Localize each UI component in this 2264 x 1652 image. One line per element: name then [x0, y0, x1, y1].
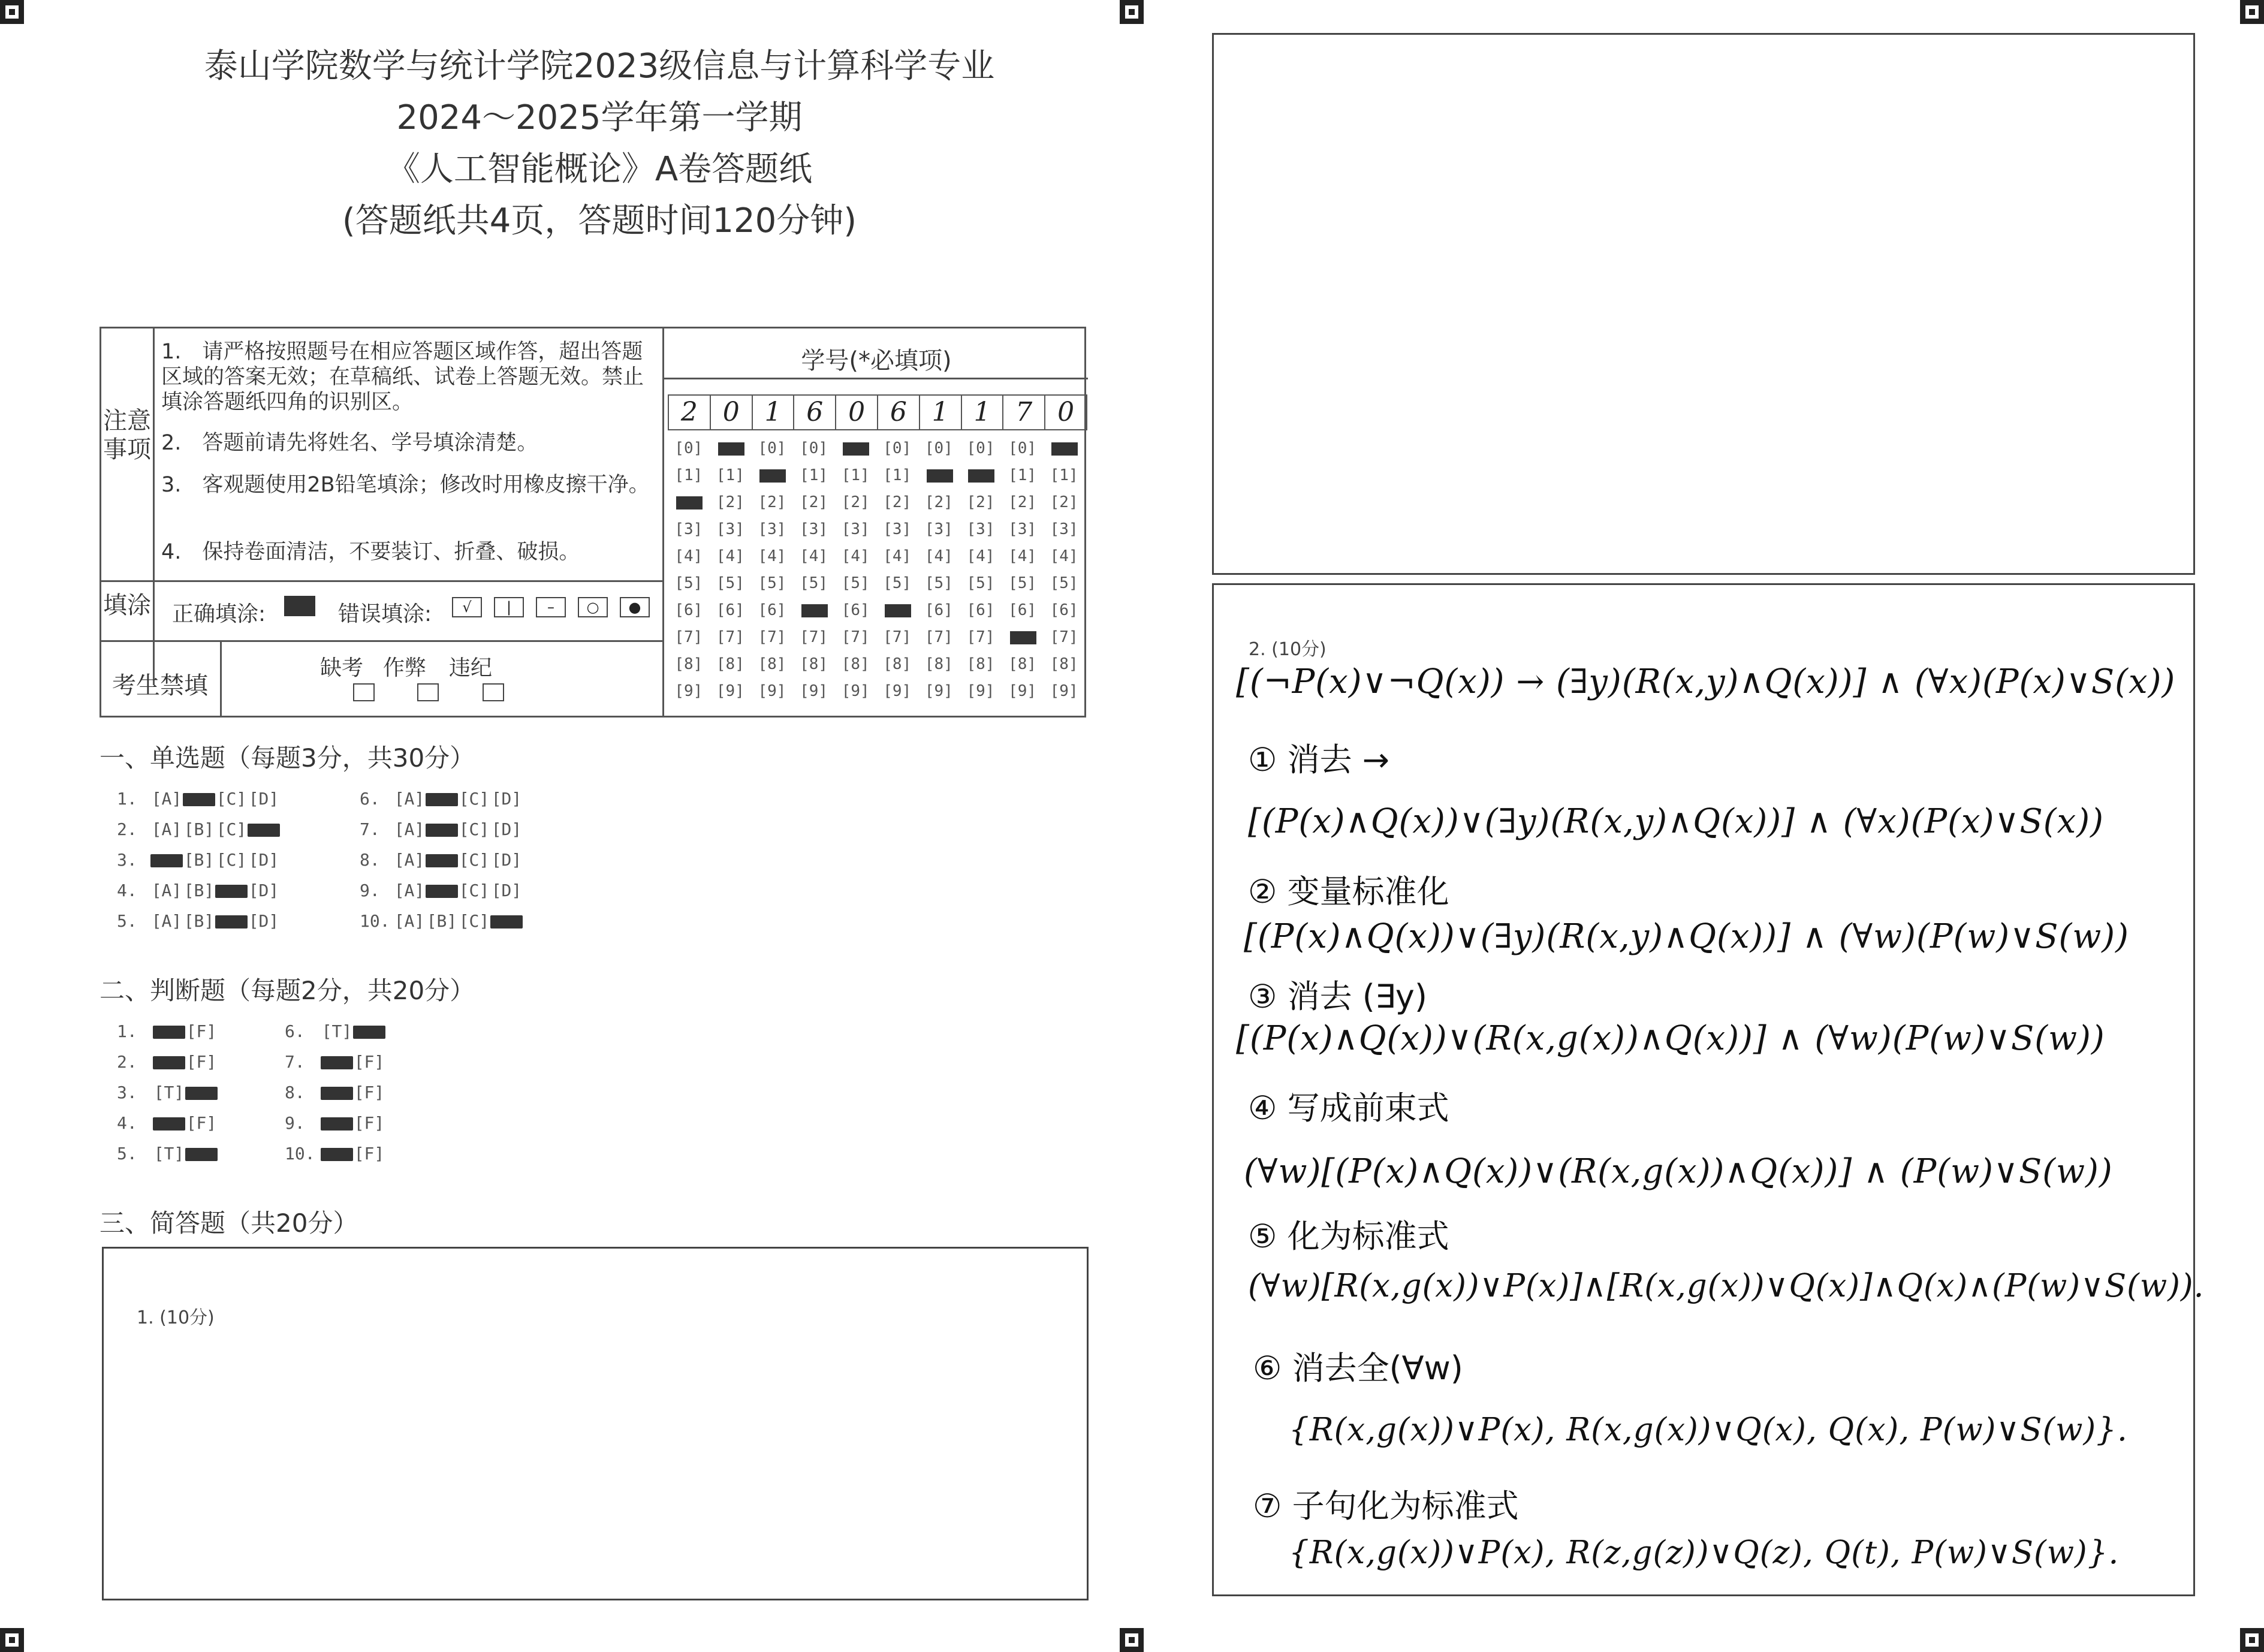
tf-option-bubble[interactable] [321, 1148, 353, 1161]
sid-bubble[interactable]: [4] [758, 547, 786, 565]
sid-bubble[interactable]: [6] [758, 601, 786, 619]
sid-bubble[interactable]: [6] [716, 601, 744, 619]
mc-option-bubble[interactable]: [A] [151, 881, 182, 900]
corner-marker-bottom-right [2240, 1628, 2264, 1652]
sid-bubble[interactable]: [9] [1008, 682, 1037, 700]
sid-bubble[interactable]: [1] [800, 466, 828, 484]
sid-bubble[interactable] [710, 435, 752, 462]
sid-bubble[interactable]: [4] [800, 547, 828, 565]
sid-bubble[interactable]: [9] [924, 682, 953, 700]
tf-option-bubble[interactable] [153, 1117, 185, 1131]
mc-option-bubble[interactable]: [D] [491, 850, 522, 870]
mc-question-number: 5. [117, 911, 137, 931]
header-school: 泰山学院数学与统计学院2023级信息与计算科学专业 [204, 47, 995, 86]
tf-option-bubble[interactable]: [F] [186, 1113, 217, 1133]
sid-bubble-row [668, 462, 1085, 489]
sid-bubble[interactable]: [1] [883, 466, 912, 484]
sid-bubble[interactable]: [6] [924, 601, 953, 619]
mc-option-bubble[interactable]: [C] [459, 850, 490, 870]
tf-question-row [117, 1021, 218, 1041]
mc-option-bubble[interactable]: [B] [183, 911, 215, 931]
tf-option-bubble[interactable]: [F] [354, 1052, 385, 1072]
mc-option-bubble[interactable] [426, 854, 458, 867]
sid-bubble[interactable]: [0] [924, 439, 953, 457]
sid-bubble[interactable]: [3] [924, 520, 953, 538]
hw-formula-step3: [(P(x)∧Q(x))∨(R(x,g(x))∧Q(x))] ∧ (∀w)(P(w)∨S(w)) [1236, 1019, 2105, 1058]
tf-option-bubble[interactable] [353, 1026, 385, 1039]
sid-bubble[interactable] [918, 462, 960, 489]
sid-bubble[interactable]: [4] [883, 547, 912, 565]
corner-marker-top-center [1120, 0, 1144, 24]
forbidden-checkbox-violation[interactable] [483, 683, 504, 701]
forbidden-option-violation: 违纪 [449, 656, 493, 680]
sid-bubble[interactable]: [9] [1050, 682, 1078, 700]
mc-option-bubble[interactable] [426, 793, 458, 806]
corner-marker-bottom-center [1120, 1628, 1144, 1652]
sid-bubble-row [668, 624, 1085, 650]
sid-bubble[interactable]: [1] [1008, 466, 1037, 484]
fill-correct-label: 正确填涂: [172, 602, 266, 626]
mc-option-bubble[interactable]: [D] [248, 911, 279, 931]
corner-marker-top-right [2240, 0, 2264, 24]
note-item-1: 1. 请严格按照题号在相应答题区域作答，超出答题区域的答案无效；在草稿纸、试卷上答题无效。禁止填涂答题纸四角的识别区。 [161, 340, 644, 414]
mc-option-bubble[interactable]: [C] [216, 819, 247, 839]
mc-option-bubble[interactable] [215, 915, 248, 929]
sid-bubble[interactable]: [5] [716, 574, 744, 592]
sid-bubble[interactable]: [5] [883, 574, 912, 592]
tf-option-bubble[interactable] [153, 1056, 185, 1069]
sid-bubble-row [668, 597, 1085, 623]
sid-bubble[interactable]: [0] [883, 439, 912, 457]
wrong-sample-2: | [494, 597, 524, 617]
mc-option-bubble[interactable] [490, 915, 523, 929]
tf-question-row [285, 1021, 385, 1041]
fill-correct-sample [284, 596, 315, 616]
sid-bubble[interactable]: [9] [800, 682, 828, 700]
sid-bubble[interactable]: [2] [716, 493, 744, 511]
sid-bubble-row [668, 570, 1085, 596]
mc-option-bubble[interactable]: [B] [183, 881, 215, 900]
wrong-sample-1: √ [452, 597, 482, 617]
tf-option-bubble[interactable] [321, 1117, 353, 1131]
tf-option-bubble[interactable] [153, 1026, 185, 1039]
tf-option-bubble[interactable]: [F] [354, 1144, 385, 1163]
mc-question-number: 4. [117, 881, 137, 900]
mc-question-row [360, 789, 523, 809]
mc-option-bubble[interactable]: [C] [459, 789, 490, 809]
sid-bubble[interactable]: [8] [716, 655, 744, 673]
tf-question-number: 10. [285, 1144, 315, 1163]
mc-question-row [360, 850, 523, 870]
wrong-sample-5: ● [620, 597, 650, 617]
sid-bubble[interactable]: [4] [966, 547, 995, 565]
sid-bubble-row [668, 435, 1085, 462]
sid-bubble[interactable]: [8] [1008, 655, 1037, 673]
mc-option-bubble[interactable]: [D] [491, 819, 522, 839]
mc-option-bubble[interactable]: [A] [151, 789, 182, 809]
forbidden-option-cheating: 作弊 [383, 656, 427, 680]
sid-bubble[interactable]: [5] [674, 574, 703, 592]
mc-option-bubble[interactable]: [B] [183, 850, 215, 870]
mc-option-bubble[interactable]: [D] [491, 881, 522, 900]
sid-bubble[interactable]: [7] [883, 628, 912, 646]
hw-step-7: ⑦ 子句化为标准式 [1253, 1487, 1519, 1525]
sid-bubble[interactable]: [9] [841, 682, 870, 700]
mc-option-bubble[interactable]: [A] [151, 819, 182, 839]
header-term: 2024～2025学年第一学期 [396, 98, 803, 137]
tf-option-bubble[interactable] [321, 1087, 353, 1100]
sid-bubble[interactable]: [7] [716, 628, 744, 646]
sid-digit: 1 [920, 396, 962, 429]
mc-question-number: 7. [360, 819, 380, 839]
tf-question-row [117, 1083, 218, 1102]
tf-question-number: 5. [117, 1144, 137, 1163]
sid-bubble[interactable]: [5] [841, 574, 870, 592]
sid-bubble[interactable]: [7] [1050, 628, 1078, 646]
sid-bubble[interactable]: [2] [966, 493, 995, 511]
sid-bubble[interactable]: [5] [924, 574, 953, 592]
sid-bubble[interactable]: [2] [883, 493, 912, 511]
sid-bubble[interactable]: [2] [758, 493, 786, 511]
wrong-sample-3: – [536, 597, 566, 617]
mc-option-bubble[interactable] [183, 793, 215, 806]
sid-bubble[interactable]: [1] [674, 466, 703, 484]
tf-question-row [285, 1052, 385, 1072]
sid-bubble[interactable]: [9] [758, 682, 786, 700]
tf-question-number: 9. [285, 1113, 305, 1133]
mc-option-bubble[interactable] [150, 854, 183, 867]
q2-label: 2. (10分) [1249, 639, 1327, 660]
tf-question-number: 8. [285, 1083, 305, 1102]
fill-wrong-label: 错误填涂: [338, 602, 432, 626]
mc-question-row [117, 789, 280, 809]
sid-digit: 2 [669, 396, 711, 429]
mc-option-bubble[interactable]: [A] [394, 881, 425, 900]
mc-question-number: 1. [117, 789, 137, 809]
sid-bubble[interactable] [1002, 624, 1044, 650]
sid-bubble[interactable]: [7] [924, 628, 953, 646]
mc-question-row [117, 819, 280, 839]
sid-bubble-row [668, 489, 1085, 516]
info-table [100, 327, 1086, 718]
sid-digit: 7 [1003, 396, 1045, 429]
hw-step-1: ① 消去 → [1248, 741, 1389, 779]
sid-digit: 0 [836, 396, 878, 429]
tf-option-bubble[interactable]: [F] [354, 1083, 385, 1102]
mc-question-number: 2. [117, 819, 137, 839]
sid-bubble[interactable]: [4] [841, 547, 870, 565]
hw-step-5: ⑤ 化为标准式 [1248, 1217, 1449, 1255]
forbidden-label: 考生禁填 [112, 672, 208, 700]
tf-option-bubble[interactable] [185, 1148, 218, 1161]
sid-bubble[interactable]: [9] [883, 682, 912, 700]
wrong-sample-4: ○ [578, 597, 608, 617]
sid-bubble[interactable] [793, 597, 835, 623]
single-choice-title: 一、单选题（每题3分，共30分） [100, 743, 475, 773]
sid-bubble[interactable]: [8] [841, 655, 870, 673]
tf-option-bubble[interactable]: [T] [153, 1083, 185, 1102]
sid-bubble[interactable]: [2] [800, 493, 828, 511]
hw-step-4: ④ 写成前束式 [1248, 1089, 1449, 1127]
sid-bubble-row [668, 651, 1085, 677]
sid-bubble[interactable]: [5] [758, 574, 786, 592]
mc-option-bubble[interactable]: [C] [216, 850, 247, 870]
sid-bubble[interactable] [1043, 435, 1085, 462]
mc-option-bubble[interactable]: [A] [151, 911, 182, 931]
sid-bubble[interactable]: [3] [758, 520, 786, 538]
corner-marker-top-left [0, 0, 24, 24]
sid-digit: 0 [1057, 397, 1075, 427]
hw-step-2: ② 变量标准化 [1248, 873, 1449, 911]
mc-option-bubble[interactable]: [D] [491, 789, 522, 809]
student-id-digits [668, 394, 1087, 430]
sid-bubble[interactable]: [6] [674, 601, 703, 619]
mc-option-bubble[interactable]: [C] [459, 881, 490, 900]
mc-option-bubble[interactable]: [B] [426, 911, 457, 931]
sid-bubble-row [668, 543, 1085, 569]
tf-option-bubble[interactable]: [T] [321, 1021, 352, 1041]
note-item-4: 4. 保持卷面清洁，不要装订、折叠、破损。 [161, 540, 580, 564]
note-item-2: 2. 答题前请先将姓名、学号填涂清楚。 [161, 431, 538, 455]
sid-bubble[interactable] [876, 597, 918, 623]
sid-bubble[interactable]: [6] [1008, 601, 1037, 619]
sid-bubble[interactable]: [3] [1008, 520, 1037, 538]
sid-bubble[interactable]: [3] [966, 520, 995, 538]
mc-question-number: 3. [117, 850, 137, 870]
q1-label: 1. (10分) [137, 1307, 215, 1328]
sid-bubble[interactable]: [6] [966, 601, 995, 619]
tf-option-bubble[interactable]: [F] [186, 1052, 217, 1072]
mc-option-bubble[interactable]: [C] [216, 789, 247, 809]
mc-question-number: 9. [360, 881, 380, 900]
tf-option-bubble[interactable] [321, 1056, 353, 1069]
sid-bubble[interactable]: [2] [924, 493, 953, 511]
sid-bubble[interactable] [960, 462, 1002, 489]
mc-option-bubble[interactable] [248, 824, 280, 837]
mc-option-bubble[interactable]: [A] [394, 789, 425, 809]
mc-option-bubble[interactable] [426, 824, 458, 837]
tf-question-number: 4. [117, 1113, 137, 1133]
hw-formula-step2: [(P(x)∧Q(x))∨(∃y)(R(x,y)∧Q(x))] ∧ (∀w)(P(w)∨S(w)) [1244, 917, 2129, 956]
sid-bubble[interactable]: [7] [674, 628, 703, 646]
sid-bubble[interactable]: [0] [800, 439, 828, 457]
sid-bubble[interactable]: [1] [716, 466, 744, 484]
sid-bubble[interactable]: [7] [800, 628, 828, 646]
sid-bubble[interactable]: [0] [966, 439, 995, 457]
sid-bubble[interactable]: [9] [966, 682, 995, 700]
mc-option-bubble[interactable]: [D] [248, 789, 279, 809]
sid-bubble[interactable]: [7] [841, 628, 870, 646]
hw-formula-step4: (∀w)[(P(x)∧Q(x))∨(R(x,g(x))∧Q(x))] ∧ (P(w)∨S(w)) [1244, 1152, 2113, 1191]
sid-digit: 0 [711, 396, 753, 429]
sid-bubble[interactable]: [9] [716, 682, 744, 700]
mc-question-row [117, 911, 280, 931]
sid-bubble[interactable]: [3] [841, 520, 870, 538]
sid-bubble[interactable] [668, 489, 710, 516]
tf-option-bubble[interactable]: [F] [186, 1021, 217, 1041]
mc-question-row [117, 850, 280, 870]
sid-bubble[interactable]: [4] [716, 547, 744, 565]
sid-bubble[interactable]: [2] [1050, 493, 1078, 511]
sid-bubble[interactable]: [8] [800, 655, 828, 673]
tf-question-number: 2. [117, 1052, 137, 1072]
sid-bubble[interactable] [751, 462, 793, 489]
tf-option-bubble[interactable]: [F] [354, 1113, 385, 1133]
tf-question-number: 6. [285, 1021, 305, 1041]
tf-question-row [117, 1052, 218, 1072]
sid-digit: 1 [753, 396, 795, 429]
tf-question-number: 1. [117, 1021, 137, 1041]
sid-bubble[interactable]: [2] [841, 493, 870, 511]
mc-question-number: 6. [360, 789, 380, 809]
tf-question-number: 7. [285, 1052, 305, 1072]
mc-option-bubble[interactable]: [B] [183, 819, 215, 839]
mc-option-bubble[interactable]: [C] [459, 911, 490, 931]
sid-bubble[interactable]: [1] [1050, 466, 1078, 484]
hw-formula-original: [(¬P(x)∨¬Q(x)) → (∃y)(R(x,y)∧Q(x))] ∧ (∀x)(P(x)∨S(x)) [1236, 662, 2176, 701]
answer-box-q1[interactable] [102, 1247, 1089, 1600]
sid-bubble[interactable]: [9] [674, 682, 703, 700]
header-course: 《人工智能概论》A卷答题纸 [386, 150, 813, 189]
sid-bubble[interactable]: [5] [1050, 574, 1078, 592]
hw-formula-step5: (∀w)[R(x,g(x))∨P(x)]∧[R(x,g(x))∨Q(x)]∧Q(x)∧(P(w)∨S(w)). [1248, 1268, 2205, 1304]
note-item-3: 3. 客观题使用2B铅笔填涂；修改时用橡皮擦干净。 [161, 473, 650, 497]
mc-option-bubble[interactable]: [C] [459, 819, 490, 839]
short-answer-title: 三、简答题（共20分） [100, 1208, 358, 1238]
mc-question-row [117, 881, 280, 900]
sid-bubble[interactable]: [8] [966, 655, 995, 673]
sid-bubble[interactable]: [2] [1008, 493, 1037, 511]
hw-step-3: ③ 消去 (∃y) [1248, 978, 1427, 1015]
sid-bubble[interactable]: [0] [758, 439, 786, 457]
sid-bubble[interactable]: [3] [674, 520, 703, 538]
sid-bubble[interactable]: [3] [883, 520, 912, 538]
tf-question-row [117, 1144, 218, 1163]
sid-bubble[interactable]: [4] [924, 547, 953, 565]
tf-question-row [285, 1113, 385, 1133]
sid-bubble[interactable]: [8] [1050, 655, 1078, 673]
header-instructions: (答题纸共4页，答题时间120分钟) [342, 201, 857, 240]
sid-bubble[interactable]: [7] [966, 628, 995, 646]
sid-bubble[interactable]: [7] [758, 628, 786, 646]
sid-bubble[interactable]: [4] [1008, 547, 1037, 565]
corner-marker-bottom-left [0, 1628, 24, 1652]
forbidden-option-absent: 缺考 [320, 656, 364, 680]
hw-clause-set-standard: {R(x,g(x))∨P(x), R(z,g(z))∨Q(z), Q(t), P(w)∨S(w)}. [1289, 1535, 2120, 1571]
mc-question-row [360, 911, 523, 931]
tf-option-bubble[interactable]: [T] [153, 1144, 185, 1163]
sid-bubble[interactable]: [4] [674, 547, 703, 565]
mc-question-number: 8. [360, 850, 380, 870]
mc-option-bubble[interactable]: [A] [394, 850, 425, 870]
sid-bubble[interactable]: [0] [1008, 439, 1037, 457]
student-id-title: 学号(*必填项) [801, 347, 952, 375]
tf-question-number: 3. [117, 1083, 137, 1102]
sid-bubble[interactable]: [3] [800, 520, 828, 538]
sid-bubble[interactable]: [8] [758, 655, 786, 673]
sid-bubble[interactable] [834, 435, 876, 462]
sid-bubble[interactable]: [5] [800, 574, 828, 592]
sid-bubble[interactable]: [8] [924, 655, 953, 673]
forbidden-checkbox-absent[interactable] [353, 683, 375, 701]
mc-option-bubble[interactable] [215, 885, 248, 898]
sid-bubble[interactable]: [5] [1008, 574, 1037, 592]
sid-bubble[interactable]: [4] [1050, 547, 1078, 565]
mc-option-bubble[interactable]: [D] [248, 881, 279, 900]
sid-bubble[interactable]: [3] [716, 520, 744, 538]
sid-bubble[interactable]: [6] [841, 601, 870, 619]
hw-clause-set: {R(x,g(x))∨P(x), R(x,g(x))∨Q(x), Q(x), P(w)∨S(w)}. [1289, 1412, 2128, 1448]
sid-bubble[interactable]: [3] [1050, 520, 1078, 538]
mc-option-bubble[interactable]: [A] [394, 819, 425, 839]
mc-question-row [360, 819, 523, 839]
hw-formula-step1: [(P(x)∧Q(x))∨(∃y)(R(x,y)∧Q(x))] ∧ (∀x)(P(x)∨S(x)) [1248, 802, 2104, 841]
sid-bubble[interactable]: [8] [883, 655, 912, 673]
tf-question-row [117, 1113, 218, 1133]
mc-option-bubble[interactable]: [A] [394, 911, 425, 931]
mc-question-number: 10. [360, 911, 390, 931]
tf-question-row [285, 1083, 385, 1102]
tf-question-row [285, 1144, 385, 1163]
mc-question-row [360, 881, 523, 900]
answer-box-continued[interactable] [1212, 33, 2195, 575]
fill-label: 填涂 [103, 592, 151, 619]
sid-bubble[interactable]: [8] [674, 655, 703, 673]
sid-bubble-row [668, 678, 1085, 704]
sid-bubble-row [668, 516, 1085, 542]
tf-option-bubble[interactable] [185, 1087, 218, 1100]
hw-step-6: ⑥ 消去全(∀w) [1253, 1349, 1463, 1387]
true-false-title: 二、判断题（每题2分，共20分） [100, 976, 475, 1005]
sid-bubble[interactable]: [1] [841, 466, 870, 484]
sid-bubble[interactable]: [6] [1050, 601, 1078, 619]
mc-option-bubble[interactable] [426, 885, 458, 898]
sid-digit: 1 [962, 396, 1004, 429]
sid-digit: 6 [878, 396, 920, 429]
sid-bubble[interactable]: [5] [966, 574, 995, 592]
sid-bubble[interactable]: [0] [674, 439, 703, 457]
sid-digit: 6 [794, 396, 836, 429]
forbidden-checkbox-cheating[interactable] [417, 683, 439, 701]
mc-option-bubble[interactable]: [D] [248, 850, 279, 870]
notes-label: 注意事项 [103, 407, 151, 463]
